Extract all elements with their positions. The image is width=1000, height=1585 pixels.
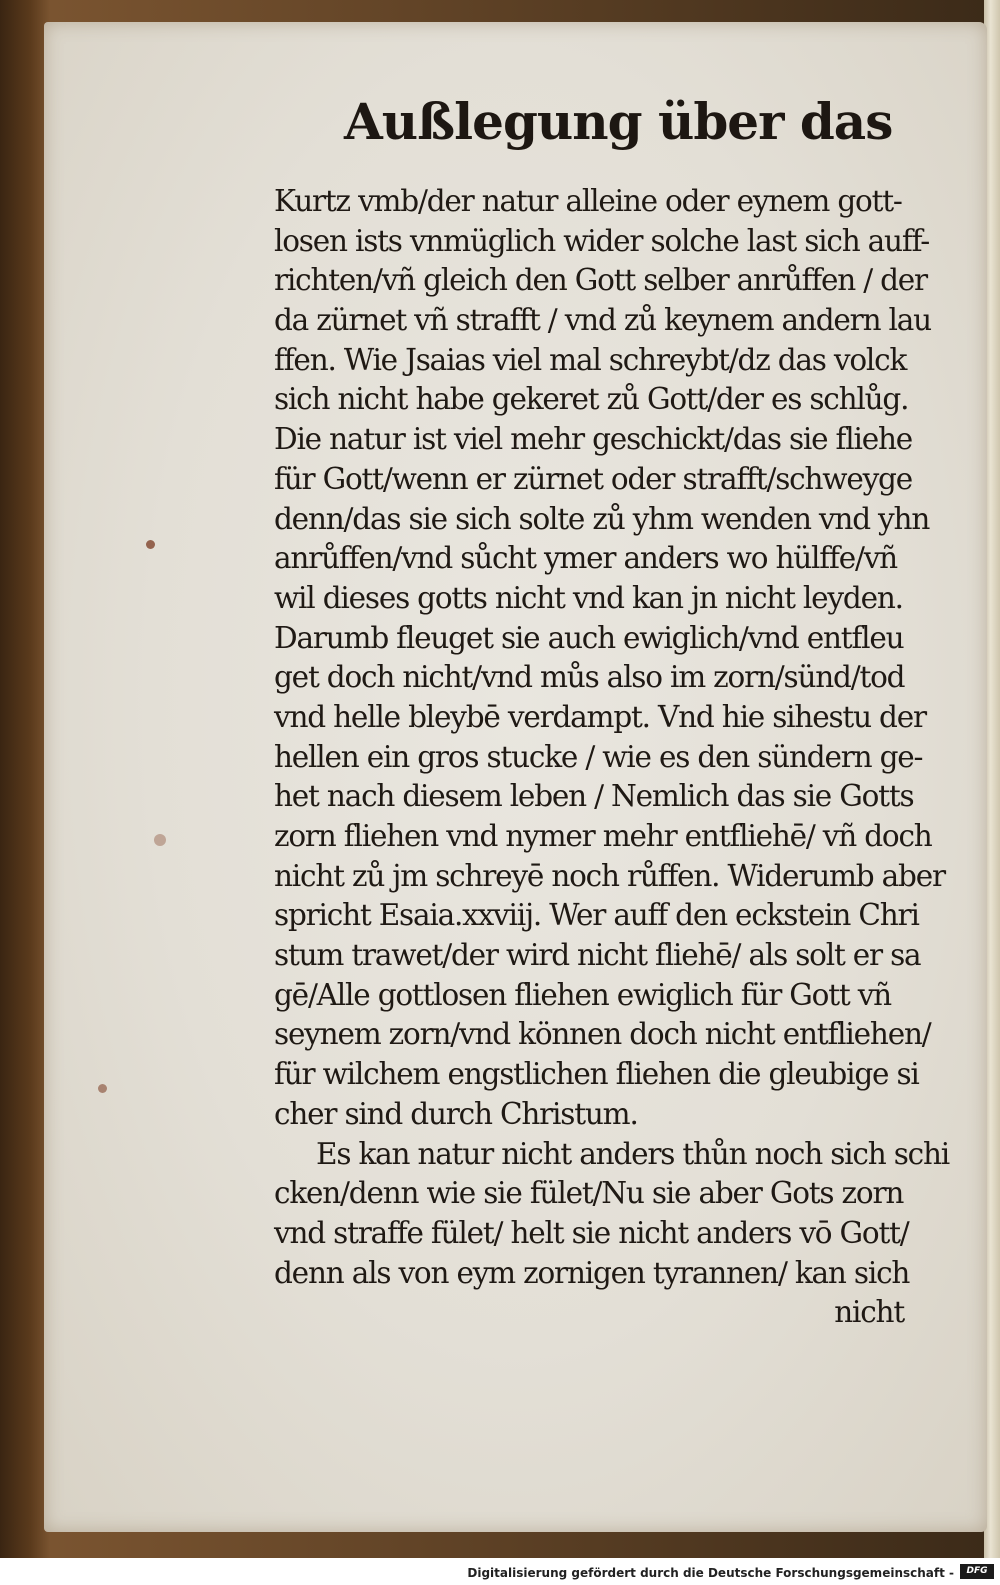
- text-line: zorn fliehen vnd nymer mehr entfliehē/ vñ doch: [274, 819, 932, 853]
- text-line: richten/vñ gleich den Gott selber anrůffen / der: [274, 263, 927, 298]
- ink-spot: [98, 1084, 107, 1093]
- text-line: sich nicht habe gekeret zů Gott/der es schlůg.: [274, 382, 909, 417]
- text-line: anrůffen/vnd sůcht ymer anders wo hülffe/vñ: [274, 541, 897, 576]
- text-line: vnd straffe fület/ helt sie nicht anders vō Gott/: [274, 1215, 909, 1250]
- footer-credit: Digitalisierung gefördert durch die Deutsche Forschungsgemeinschaft -: [467, 1566, 954, 1580]
- text-line: wil dieses gotts nicht vnd kan jn nicht leyden.: [274, 580, 903, 615]
- catchword: nicht: [834, 1295, 904, 1330]
- text-line: da zürnet vñ strafft / vnd zů keynem andern lau: [274, 303, 931, 338]
- text-line: gē/Alle gottlosen fliehen ewiglich für Gott vñ: [274, 977, 891, 1012]
- body-text: [274, 182, 974, 1333]
- text-line: cken/denn wie sie fület/Nu sie aber Gots zorn: [274, 1176, 904, 1211]
- text-line: Darumb fleuget sie auch ewiglich/vnd entfleu: [274, 620, 904, 655]
- text-line: get doch nicht/vnd můs also im zorn/sünd/tod: [274, 660, 905, 695]
- ink-spot: [154, 834, 166, 846]
- text-line: denn als von eym zornigen tyrannen/ kan sich: [274, 1255, 910, 1290]
- text-line: Die natur ist viel mehr geschickt/das sie fliehe: [274, 422, 913, 457]
- text-line: vnd helle bleybē verdampt. Vnd hie sihestu der: [274, 699, 926, 734]
- text-line: nicht zů jm schreyē noch růffen. Widerumb aber: [274, 858, 945, 893]
- text-line: hellen ein gros stucke / wie es den sündern ge-: [274, 739, 923, 774]
- text-line: denn/das sie sich solte zů yhm wenden vnd yhn: [274, 501, 930, 536]
- running-header: Außlegung über das: [344, 92, 893, 151]
- dfg-logo: DFG: [960, 1564, 994, 1579]
- text-line: ffen. Wie Jsaias viel mal schreybt/dz das volck: [274, 342, 907, 377]
- digitization-footer: [0, 1558, 1000, 1585]
- text-line: seynem zorn/vnd können doch nicht entfliehen/: [274, 1017, 931, 1052]
- text-line: losen ists vnmüglich wider solche last sich auff-: [274, 223, 930, 258]
- text-line: het nach diesem leben / Nemlich das sie Gotts: [274, 779, 914, 814]
- text-line: für wilchem engstlichen fliehen die gleubige si: [274, 1057, 919, 1092]
- text-line: Kurtz vmb/der natur alleine oder eynem gott-: [274, 184, 902, 218]
- ink-spot: [146, 540, 155, 549]
- text-line: Es kan natur nicht anders thůn noch sich schi: [316, 1136, 949, 1171]
- book-page: [44, 22, 987, 1532]
- text-line: stum trawet/der wird nicht fliehē/ als solt er sa: [274, 938, 921, 973]
- text-line: cher sind durch Christum.: [274, 1096, 638, 1131]
- text-line: für Gott/wenn er zürnet oder strafft/schweyge: [274, 461, 912, 496]
- text-line: spricht Esaia.xxviij. Wer auff den eckstein Chri: [274, 898, 919, 933]
